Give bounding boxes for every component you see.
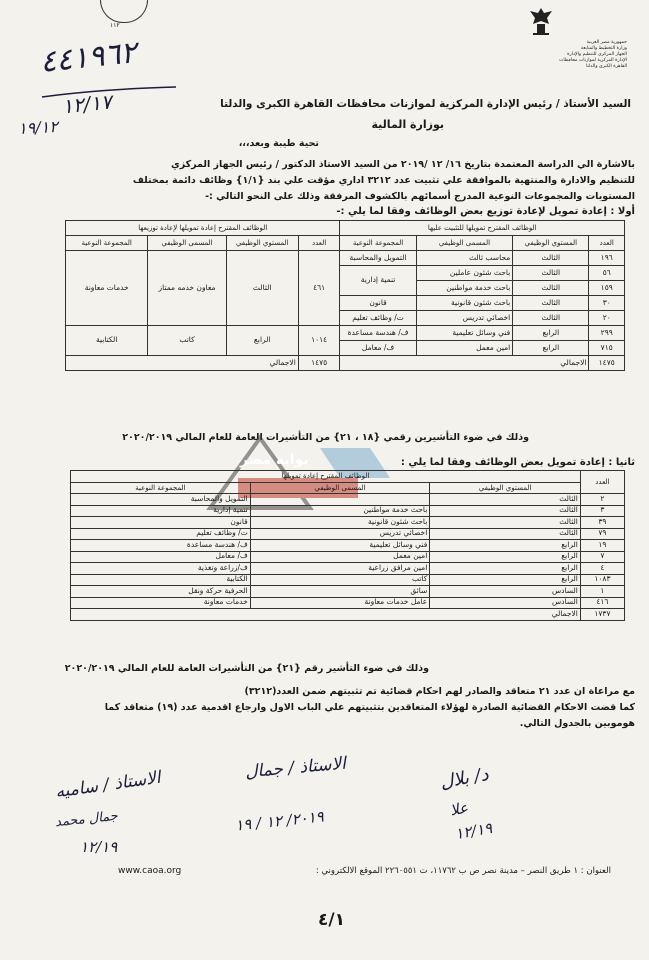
table-cell: الرابع [430, 574, 581, 586]
table1-total-right: ١٤٧٥ [589, 356, 625, 371]
intro-paragraph [35, 157, 635, 205]
table-cell: الرابع [430, 563, 581, 575]
table-cell: الثالث [226, 251, 298, 326]
table-cell: ٢٠ [589, 311, 625, 326]
footer-website: www.caoa.org [118, 866, 182, 876]
table-cell: الثالث [430, 517, 581, 529]
table-cell: الرابع [513, 341, 589, 356]
table-cell: التمويل والمحاسبة [71, 494, 251, 506]
table1-header-count-left: العدد [298, 236, 340, 251]
table-row [71, 551, 625, 563]
signature-left-name: جمال محمد [54, 808, 119, 831]
table-cell: خدمات معاونة [66, 251, 148, 326]
table-cell: ١ [580, 586, 624, 598]
table-row [71, 563, 625, 575]
table-cell: الثالث [513, 311, 589, 326]
table-cell: باحث خدمة مواطنين [250, 505, 430, 517]
table-row [71, 517, 625, 529]
table-cell: ف/زراعة وتغذية [71, 563, 251, 575]
table-row [66, 251, 625, 266]
left-seal-text: ١١٢ [110, 22, 120, 29]
table-cell: خدمات معاونة [71, 597, 251, 609]
table-cell: امين معمل [416, 341, 513, 356]
table-cell: ١٥٩ [589, 281, 625, 296]
table-cell: الرابع [430, 540, 581, 552]
intro-line: بالاشارة الي الدراسة المعتمدة بتاريخ ١٦/ ١٢ /٢٠١٩ من السيد الاستاذ الدكتور / رئيس الجهاز المركزي [170, 159, 635, 170]
table2-header-count: العدد [580, 471, 624, 494]
table-cell: الكتابية [71, 574, 251, 586]
table-row [71, 586, 625, 598]
greeting: تحية طيبة وبعد،،، [238, 138, 319, 149]
table-cell: ت/ وظائف تعليم [71, 528, 251, 540]
table-cell: الرابع [430, 551, 581, 563]
table-cell: معاون خدمه ممتاز [148, 251, 226, 326]
table-cell: ف/ معامل [71, 551, 251, 563]
table-cell: الثالث [430, 494, 581, 506]
table2-group: الوظائف المقترح إعادة تمويلها [71, 471, 581, 483]
footer-address: العنوان : ١ طريق النصر – مدينة نصر ص ب ١١٧٦٢، ت ٢٢٦٠٥٥١ الموقع الالكتروني : [315, 866, 611, 876]
table-cell: فني وسائل تعليمية [250, 540, 430, 552]
table-cell: عامل خدمات معاونة [250, 597, 430, 609]
table2-total-label: الاجمالي [71, 609, 581, 621]
table-cell: ٤ [580, 563, 624, 575]
table-cell: ٢ [580, 494, 624, 506]
table2-header-group: المجموعة النوعية [71, 482, 251, 494]
table-cell: ف/ هندسة مساعدة [71, 540, 251, 552]
closing-line: مع مراعاة ان عدد ٢١ متعاقد والصادر لهم احكام قضائية تم تثبيتهم ضمن العدد(٣٢١٢) [244, 686, 635, 697]
closing-paragraph [25, 684, 635, 732]
table-row [71, 494, 625, 506]
table-cell: تنمية إدارية [71, 505, 251, 517]
ministry-line: الجهاز المركزي للتنظيم والإدارة [567, 52, 627, 57]
signature-right-mark: علا [448, 798, 470, 820]
table-cell: ٣٠ [589, 296, 625, 311]
handwriting-underline [40, 85, 180, 105]
addressee-line: السيد الأستاذ / رئيس الإدارة المركزية لموازنات محافظات القاهرة الكبرى والدلتا [220, 98, 631, 110]
table-cell: السادس [430, 586, 581, 598]
table-row [71, 597, 625, 609]
redistribution-table [65, 220, 625, 371]
table-cell: ١٠٨٣ [580, 574, 624, 586]
ministry-line: القاهرة الكبرى والدلتا [586, 64, 627, 69]
table-cell: الكتابية [66, 326, 148, 356]
ministry-line: وزارة التخطيط والمتابعة [580, 46, 627, 51]
table-cell: فني وسائل تعليمية [416, 326, 513, 341]
ministry-line: الإدارة المركزية لموازنات محافظات [559, 58, 627, 63]
table-total-row [66, 356, 625, 371]
table1-header-group-left: المجموعة النوعية [66, 236, 148, 251]
signature-right-date: ١٢/١٩ [453, 818, 494, 844]
table-cell: الثالث [513, 251, 589, 266]
signature-center: الاستاذ / جمال [244, 753, 347, 783]
table1-header-title-left: المسمى الوظيفي [148, 236, 226, 251]
table1-header-count: العدد [589, 236, 625, 251]
table-cell: قانون [71, 517, 251, 529]
handwritten-incoming-date: ١٢/١٧ [60, 89, 113, 119]
table-cell: باحث شئون قانونية [416, 296, 513, 311]
table1-header-group: المجموعة النوعية [340, 236, 416, 251]
table-cell: اخصائي تدريس [416, 311, 513, 326]
table-cell: محاسب ثالث [416, 251, 513, 266]
table1-total-label-left: الاجمالي [66, 356, 299, 371]
table-cell: الثالث [430, 528, 581, 540]
table-cell: ف/ معامل [340, 341, 416, 356]
handwritten-margin-date: ١٩/١٢ [17, 116, 59, 139]
table-cell: ٤٦١ [298, 251, 340, 326]
table-cell: الثالث [513, 281, 589, 296]
table-cell: الثالث [513, 296, 589, 311]
table-cell: سائق [250, 586, 430, 598]
table-cell: الثالث [513, 266, 589, 281]
table-cell: كاتب [250, 574, 430, 586]
table-cell: ٧ [580, 551, 624, 563]
watermark-text: بوابة مصر [240, 452, 309, 468]
table1-header-level-left: المستوي الوظيفي [226, 236, 298, 251]
table-cell: اخصائي تدريس [250, 528, 430, 540]
table-total-row [71, 609, 625, 621]
table-cell: الرابع [226, 326, 298, 356]
table-cell: امين مرافق زراعية [250, 563, 430, 575]
table-cell: الثالث [430, 505, 581, 517]
table-cell: ف/ هندسة مساعدة [340, 326, 416, 341]
ministry-header [487, 40, 627, 70]
table1-header-level: المستوي الوظيفي [513, 236, 589, 251]
organization-logo [100, 0, 148, 23]
table-cell: ٧٩ [580, 528, 624, 540]
table1-total-label: الاجمالي [340, 356, 589, 371]
table2-total: ١٧٣٧ [580, 609, 624, 621]
table-cell: ٤١٦ [580, 597, 624, 609]
signature-left: الاستاذ / ساميه [54, 767, 162, 803]
closing-line: هوموبين بالجدول التالي. [519, 718, 635, 729]
page-number: ٤/١ [318, 910, 345, 930]
table2-header-level: المستوي الوظيفي [430, 482, 581, 494]
table-cell: امين معمل [250, 551, 430, 563]
table-cell: الرابع [513, 326, 589, 341]
table-cell: الحرفية حركة ونقل [71, 586, 251, 598]
ministry-line: جمهورية مصر العربية [586, 40, 627, 45]
table-cell: باحث شئون قانونية [250, 517, 430, 529]
closing-line: كما قضت الاحكام القضائية الصادرة لهؤلاء المتعاقدين بتثبيتهم علي الباب الاول وارجاع اقدمية عدد (١٩) متعاقد كما [104, 702, 635, 713]
table-cell: ٥٦ [589, 266, 625, 281]
section2-title: ثانيا : إعادة تمويل بعض الوظائف وفقا لما يلي : [400, 457, 635, 468]
signature-center-date: ٢٠١٩/ ١٢ / ١٩ [234, 807, 325, 835]
table-cell: كاتب [148, 326, 226, 356]
table-cell: ١٩٦ [589, 251, 625, 266]
table1-group-right: الوظائف المقترح تمويلها للتثبيت عليها [340, 221, 625, 236]
table-cell: ت/ وظائف تعليم [340, 311, 416, 326]
table-cell: باحث شئون عاملين [416, 266, 513, 281]
table-cell: التمويل والمحاسبة [340, 251, 416, 266]
table-cell: ٧١٥ [589, 341, 625, 356]
table1-group-left: الوظائف المقترح إعادة تمويلها لإعادة توزيعها [66, 221, 340, 236]
section1-title: أولا : إعادة تمويل لإعادة توزيع بعض الوظائف وفقا لما يلي :- [336, 206, 635, 217]
table1-header-title: المسمى الوظيفي [416, 236, 513, 251]
table-cell: تنمية إدارية [340, 266, 416, 296]
table-cell: ١٠١٤ [298, 326, 340, 356]
signature-right: د/ بلال [438, 763, 491, 794]
table-cell: باحث خدمة مواطنين [416, 281, 513, 296]
addressee-ministry: بوزارة المالية [371, 118, 444, 131]
table-row [71, 528, 625, 540]
table-cell: ٣ [580, 505, 624, 517]
table1-total-left: ١٤٧٥ [298, 356, 340, 371]
table-cell: السادس [430, 597, 581, 609]
table-cell [250, 494, 430, 506]
signature-left-date: ١٢/١٩ [80, 838, 118, 856]
table-cell: قانون [340, 296, 416, 311]
refunding-table [70, 470, 625, 621]
table-row [71, 540, 625, 552]
table-cell: ٣٩ [580, 517, 624, 529]
note-1: وذلك في ضوء التأشيرين رقمي {١٨ ، ٢١} من التأشيرات العامة للعام المالي ٢٠٢٠/٢٠١٩ [122, 432, 529, 443]
intro-line: للتنظيم والادارة والمنتهية بالموافقة علي تثبيت عدد ٣٢١٢ اداري مؤقت علي بند {١/١} وظائف دائمة بمختلف [132, 175, 635, 186]
table2-header-title: المسمى الوظيفي [250, 482, 430, 494]
table-row [66, 326, 625, 341]
table-row [71, 574, 625, 586]
note-2: وذلك في ضوء التأشير رقم {٢١} من التأشيرات العامة للعام المالي ٢٠٢٠/٢٠١٩ [64, 663, 429, 674]
table-cell: ١٩ [580, 540, 624, 552]
eagle-emblem-icon [527, 6, 555, 36]
table-cell: ٢٩٩ [589, 326, 625, 341]
table-row [71, 505, 625, 517]
intro-line: المستويات والمجموعات النوعية المدرج أسمائهم بالكشوف المرفقة وذلك على النحو التالي :- [205, 191, 635, 202]
handwritten-incoming-number: ٤٤١٩٦٢ [38, 35, 139, 80]
